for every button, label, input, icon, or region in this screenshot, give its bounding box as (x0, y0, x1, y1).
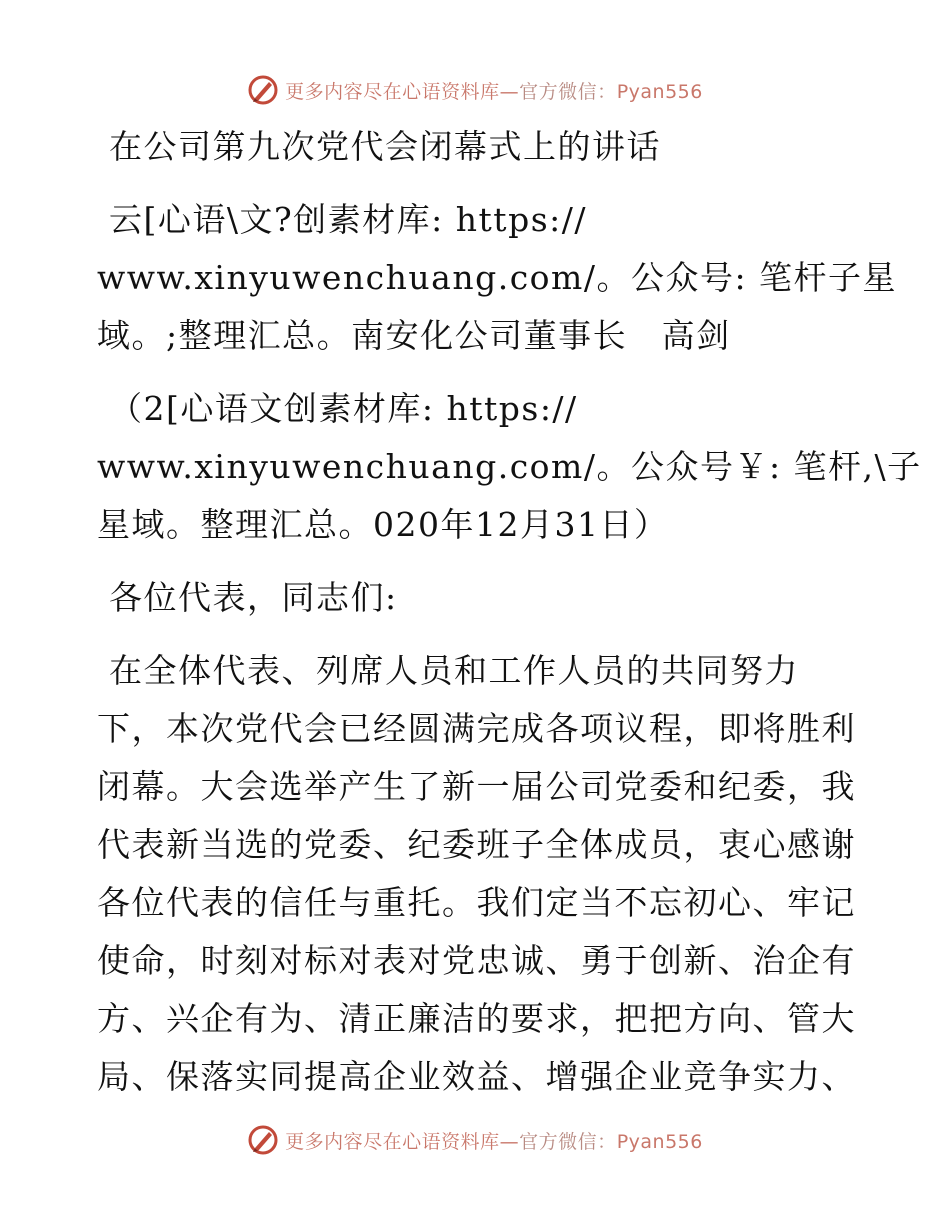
date-paragraph (97, 380, 922, 554)
body-line-7: 方、兴企有为、清正廉洁的要求，把把方向、管大 (97, 999, 856, 1038)
date-line-1: （2[心语文创素材库: https:// (109, 389, 578, 428)
body-paragraph (97, 642, 857, 1106)
body-line-6: 使命，时刻对标对表对党忠诚、勇于创新、治企有 (97, 941, 856, 980)
pen-logo-icon (247, 74, 279, 106)
date-line-3: 星域。整理汇总。020年12月31日） (97, 505, 669, 544)
watermark-text (285, 1127, 703, 1154)
date-line-2: www.xinyuwenchuang.com/。公众号￥: 笔杆,\子 (97, 447, 922, 486)
watermark-wechat-id: Pyan556 (616, 80, 703, 103)
body-line-8: 局、保落实同提高企业效益、增强企业竞争实力、 (97, 1057, 856, 1096)
body-line-3: 闭幕。大会选举产生了新一届公司党委和纪委，我 (97, 767, 856, 806)
watermark-wechat-label: 官方微信： (519, 1130, 617, 1153)
watermark-wechat-label: 官方微信： (519, 80, 617, 103)
document-body (97, 118, 922, 1106)
watermark-wechat-id: Pyan556 (616, 1130, 703, 1153)
body-line-1: 在全体代表、列席人员和工作人员的共同努力 (109, 651, 799, 690)
byline-line-3: 域。;整理汇总。南安化公司董事长 高剑 (97, 316, 731, 355)
body-line-2: 下，本次党代会已经圆满完成各项议程，即将胜利 (97, 709, 856, 748)
document-title: 在公司第九次党代会闭幕式上的讲话 (109, 127, 661, 166)
header-watermark (0, 70, 950, 110)
watermark-dash: — (499, 80, 520, 103)
watermark-site-text: 更多内容尽在心语资料库 (285, 1130, 500, 1153)
watermark-site-text: 更多内容尽在心语资料库 (285, 80, 500, 103)
body-line-4: 代表新当选的党委、纪委班子全体成员，衷心感谢 (97, 825, 856, 864)
body-line-5: 各位代表的信任与重托。我们定当不忘初心、牢记 (97, 883, 856, 922)
footer-watermark (0, 1120, 950, 1160)
watermark-dash: — (499, 1130, 520, 1153)
salutation: 各位代表，同志们: (109, 578, 398, 617)
salutation-paragraph (97, 569, 857, 627)
watermark-text (285, 77, 703, 104)
pen-logo-icon (247, 1124, 279, 1156)
byline-line-2: www.xinyuwenchuang.com/。公众号: 笔杆子星 (97, 258, 898, 297)
byline-line-1: 云[心语\文?创素材库: https:// (109, 200, 587, 239)
byline-paragraph (97, 191, 898, 365)
